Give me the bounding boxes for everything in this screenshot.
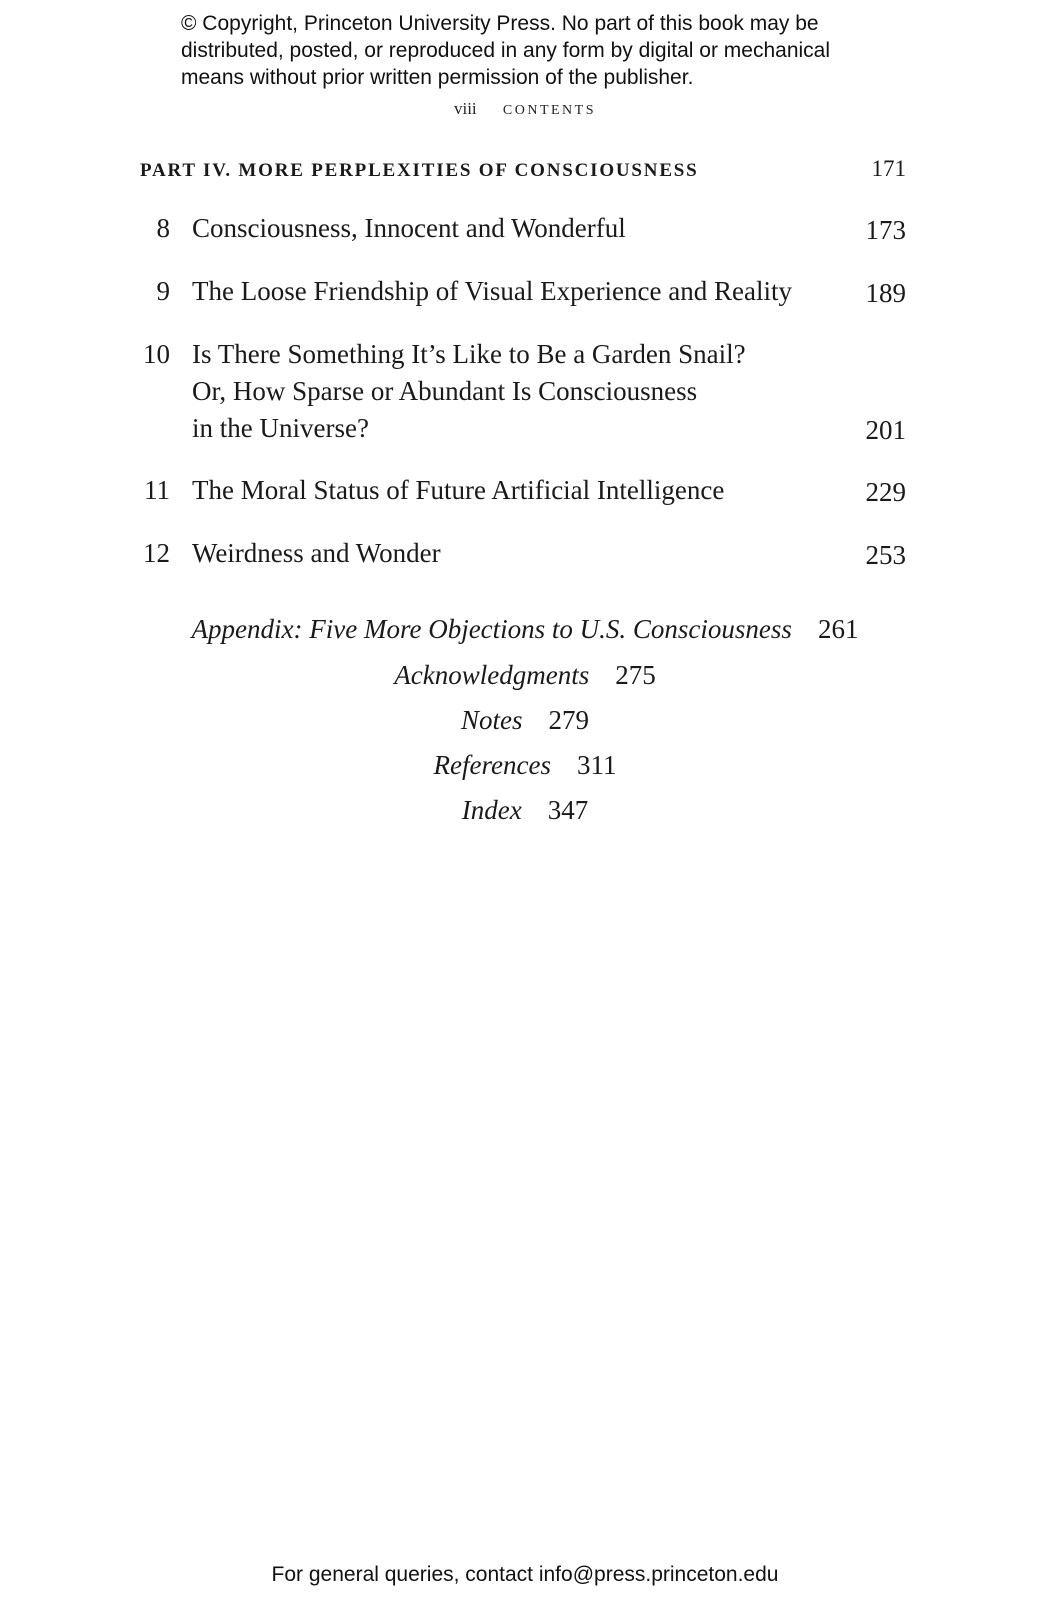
chapter-title: Consciousness, Innocent and Wonderful: [192, 213, 626, 243]
part-title: PART IV. MORE PERPLEXITIES OF CONSCIOUSNESS: [140, 160, 699, 181]
chapter-title-line: in the Universe?: [192, 413, 369, 443]
copyright-line: © Copyright, Princeton University Press. No part of this book may be: [181, 12, 819, 35]
chapter-page: 173: [865, 215, 906, 245]
chapter-title-line: Or, How Sparse or Abundant Is Consciousness: [192, 376, 698, 406]
back-matter-title: Acknowledgments: [394, 660, 590, 690]
back-matter-notes: [0, 705, 1050, 736]
footer-contact: For general queries, contact info@press.princeton.edu: [271, 1563, 779, 1586]
running-head-section: CONTENTS: [502, 103, 597, 118]
chapter-number: 9: [156, 276, 170, 306]
back-matter-page: 275: [615, 660, 656, 690]
back-matter-references: [0, 750, 1050, 781]
chapter-title: The Loose Friendship of Visual Experience and Reality: [192, 276, 792, 306]
running-head: [0, 99, 1050, 119]
chapter-title-line: Is There Something It’s Like to Be a Garden Snail?: [192, 339, 746, 369]
chapter-page: 229: [865, 477, 906, 507]
chapter-page: 253: [865, 540, 906, 570]
back-matter-title: References: [433, 750, 551, 780]
back-matter-page: 311: [576, 750, 617, 780]
copyright-line: means without prior written permission of the publisher.: [181, 66, 694, 89]
chapter-title: Weirdness and Wonder: [192, 538, 441, 568]
chapter-number: 10: [143, 339, 170, 369]
chapter-number: 11: [144, 475, 170, 505]
back-matter-appendix: [0, 614, 1050, 645]
back-matter-page: 347: [547, 795, 589, 825]
back-matter-page: 261: [817, 614, 859, 644]
chapter-number: 8: [156, 213, 170, 243]
chapter-page: 189: [865, 278, 906, 308]
part-page: 171: [871, 156, 906, 181]
page-folio: viii: [453, 99, 477, 118]
copyright-notice: [181, 10, 901, 91]
back-matter-title: Notes: [460, 705, 523, 735]
part-heading: [140, 156, 906, 182]
chapter-number: 12: [143, 538, 170, 568]
back-matter-title: Index: [461, 795, 522, 825]
chapter-title: The Moral Status of Future Artificial Intelligence: [192, 475, 725, 505]
back-matter-title: Appendix: Five More Objections to U.S. Consciousness: [191, 614, 792, 644]
back-matter-index: [0, 795, 1050, 826]
chapter-page: 201: [865, 415, 906, 445]
back-matter-acknowledgments: [0, 660, 1050, 691]
copyright-line: distributed, posted, or reproduced in any form by digital or mechanical: [181, 39, 831, 62]
back-matter-page: 279: [548, 705, 589, 735]
